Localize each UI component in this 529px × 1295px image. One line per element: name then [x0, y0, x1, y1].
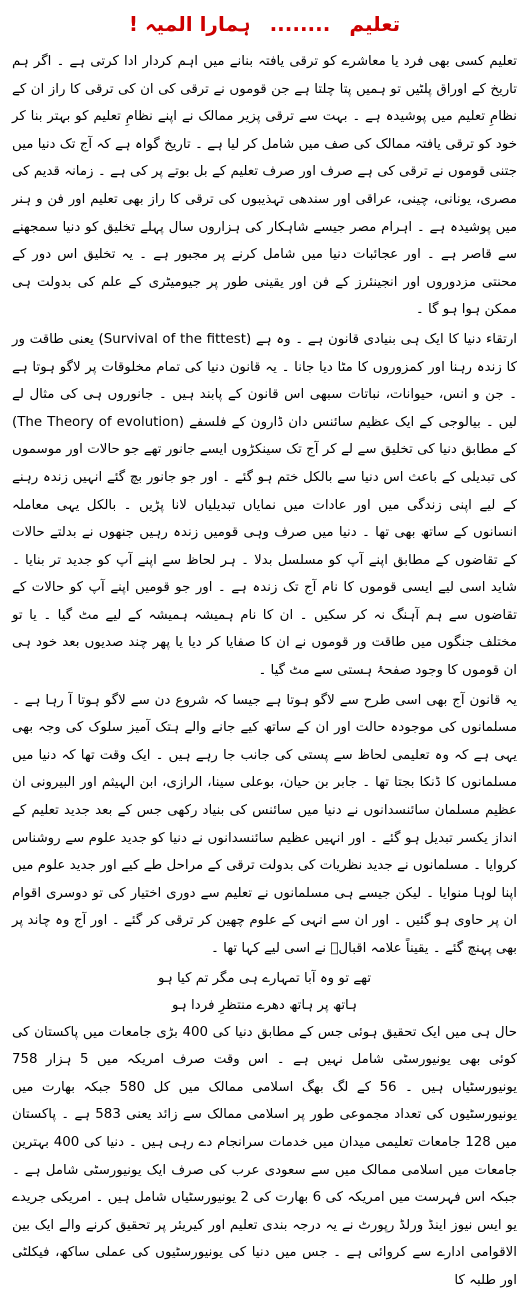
title-left: تعلیم — [349, 12, 401, 36]
verse-line-1: تھے تو وہ آبا تمہارے ہی مگر تم کیا ہو — [157, 970, 372, 986]
article-title — [12, 10, 517, 38]
verse-line-2: ہاتھ پر ہاتھ دھرے منتظرِ فردا ہو — [171, 997, 357, 1013]
paragraph-2: ارتقاء دنیا کا ایک ہی بنیادی قانون ہے ۔ وہ ہے (Survival of the fittest) یعنی طاقت ور کا زندہ رہنا اور کمزوروں کا مٹا دیا جانا ۔ یہ قانون دنیا کی تمام مخلوقات پر لاگو ہوتا ہے ۔ جن و انس، حیوانات، نباتات سبھی اس قانون کے پابند ہیں ۔ جانوروں ہی کی مثال لے لیں ۔ بیالوجی کے ایک عظیم سائنس دان ڈارون کے فلسفے (The Theory of evolution) کے مطابق دنیا کی تخلیق سے لے کر آج تک سینکڑوں ایسے جانور تھے جو حالات اور موسموں کی تبدیلی کے باعث اس دنیا سے بالکل ختم ہو گئے ۔ اور جو جانور بچ گئے انہیں زندہ رہنے کے لیے اپنی زندگی میں اور عادات میں نمایاں تبدیلیاں لانا پڑیں ۔ بالکل یہی معاملہ انسانوں کے ساتھ بھی تھا ۔ دنیا میں صرف وہی قومیں زندہ رہیں جنھوں نے بدلتے حالات کے تقاضوں کے مطابق اپنے آپ کو مسلسل بدلا ۔ ہر لحاظ سے اپنے آپ کو جدید تر بنایا ۔ شاید اسی لیے ایسی قوموں کا نام آج تک زندہ ہے ۔ اور جو قومیں اپنے آپ کو حالات کے تقاضوں سے ہم آہنگ نہ کر سکیں ۔ ان کا نام ہمیشہ ہمیشہ کے لیے مٹ گیا ۔ یا تو مختلف جنگوں میں طاقت ور قوموں نے ان کا صفایا کر دیا یا پھر چند صدیوں بعد خود ہی ان قوموں کا وجود صفحۂ ہستی سے مٹ گیا ۔ — [12, 331, 518, 679]
paragraph-3: یہ قانون آج بھی اسی طرح سے لاگو ہوتا ہے جیسا کہ شروع دن سے لاگو ہوتا آ رہا ہے ۔ مسلمانوں کی موجودہ حالت اور ان کے ساتھ کیے جانے والے ہتک آمیز سلوک کی وجہ بھی یہی ہے کہ وہ تعلیمی لحاظ سے پستی کی جانب جا رہے ہیں ۔ ایک وقت تھا کہ دنیا میں مسلمانوں کا ڈنکا بجتا تھا ۔ جابر بن حیان، بوعلی سینا، الرازی، ابن الہیثم اور البیرونی ان عظیم مسلمان سائنسدانوں نے دنیا میں سائنس کی بنیاد رکھی جس کے بعد جدید تعلیم کے انداز یکسر تبدیل ہو گئے ۔ اور انہیں عظیم سائنسدانوں نے دنیا کو جدید علوم سے روشناس کروایا ۔ مسلمانوں نے جدید نظریات کی بدولت ترقی کے مراحل طے کیے اور جدید علوم میں اپنا لوہا منوایا ۔ لیکن جیسے ہی مسلمانوں نے تعلیم سے دوری اختیار کی تو دوسری اقوام ان پر حاوی ہو گئیں ۔ اور ان سے انہی کے علوم چھین کر ترقی کر گئے ۔ اور آج وہ چاند پر بھی پہنچ گئے ۔ یقیناً علامہ اقبالؒ نے اسی لیے کہا تھا ۔ — [12, 692, 517, 956]
title-right: ہمارا المیہ ! — [128, 12, 251, 36]
paragraph-1: تعلیم کسی بھی فرد یا معاشرے کو ترقی یافتہ بنانے میں اہم کردار ادا کرتی ہے ۔ اگر ہم تاریخ کے اوراق پلٹیں تو ہمیں پتا چلتا ہے جن قوموں نے ترقی کی ان کی ترقی کا راز ان کے نظامِ تعلیم میں پوشیدہ ہے ۔ بہت سے ترقی پزیر ممالک نے اپنے نظامِ تعلیم کو بہتر بنا کر خود کو ترقی یافتہ ممالک کی صف میں شامل کر لیا ہے ۔ تاریخ گواہ ہے کہ آج تک دنیا میں جتنی قوموں نے ترقی کی ہے صرف اور صرف تعلیم کے بل بوتے پر کی ہے ۔ زمانہ قدیم کی مصری، یونانی، چینی، عراقی اور سندھی تہذیبوں کی ترقی کا راز بھی تعلیم اور فن و ہنر میں پوشیدہ ہے ۔ اہرام مصر جیسے شاہکار کی ہزاروں سال پہلے تخلیق کو دنیا سمجھنے سے قاصر ہے ۔ اور عجائبات دنیا میں شامل کرنے پر مجبور ہے ۔ یہ تخلیق اس دور کے محنتی مزدوروں اور انجینئرز کے فن اور یقینی طور پر جیومیٹری کے علم کی بدولت ہی ممکن ہوا ہو گا ۔ — [12, 54, 517, 318]
paragraph-4: حال ہی میں ایک تحقیق ہوئی جس کے مطابق دنیا کی 400 بڑی جامعات میں پاکستان کی کوئی بھی یونیورسٹی شامل نہیں ہے ۔ اس وقت صرف امریکہ میں 5 ہزار 758 یونیورسٹیاں ہیں ۔ 56 کے لگ بھگ اسلامی ممالک میں کل 580 جبکہ بھارت میں یونیورسٹیوں کی تعداد مجموعی طور پر اسلامی ممالک سے زائد یعنی 583 ہے ۔ پاکستان میں 128 جامعات تعلیمی میدان میں خدمات سرانجام دے رہی ہیں ۔ دنیا کی 400 بہترین جامعات میں اسلامی ممالک میں سے سعودی عرب کی صرف ایک یونیورسٹی شامل ہے ۔ جبکہ اس فہرست میں امریکہ کی 6 بھارت کی 2 یونیورسٹیاں شامل ہیں ۔ امریکی جریدے یو ایس نیوز اینڈ ورلڈ رپورٹ نے یہ درجہ بندی تعلیم اور کیریئر پر تحقیق کرنے والے ایک بین الاقوامی ادارے سے کروائی ہے ۔ جس میں دنیا کی یونیورسٹیوں کی عملی ساکھ، فیکلٹی اور طلبہ کا — [12, 1024, 518, 1288]
title-dashes: ........ — [269, 12, 331, 36]
